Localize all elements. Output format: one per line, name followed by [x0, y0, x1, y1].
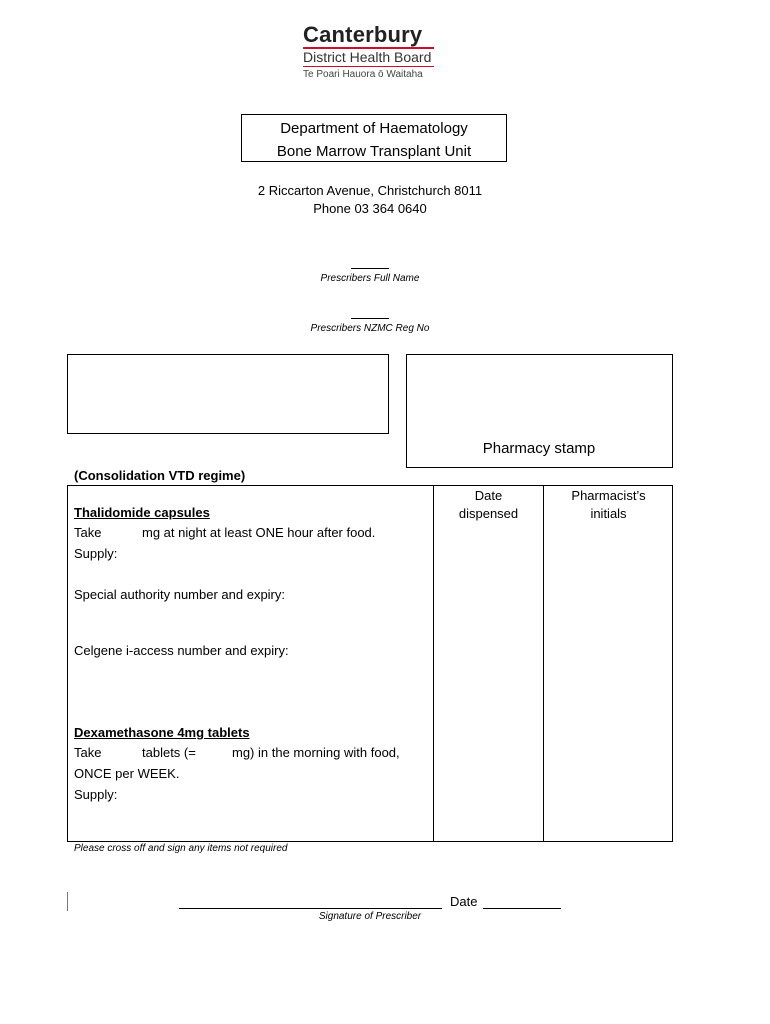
phone: Phone 03 364 0640 [313, 201, 427, 216]
patient-details-box[interactable] [67, 354, 389, 434]
dexamethasone-frequency: ONCE per WEEK. [74, 766, 180, 781]
dexamethasone-tablets: tablets (= [142, 745, 196, 760]
dexamethasone-instructions: mg) in the morning with food, [232, 745, 400, 760]
logo-name: Canterbury [303, 22, 423, 47]
logo-rule-bottom [303, 66, 434, 67]
logo-maori-name: Te Poari Hauora ō Waitaha [303, 69, 423, 80]
dexamethasone-supply: Supply: [74, 787, 118, 802]
dexamethasone-take: Take [74, 745, 102, 760]
thalidomide-title: Thalidomide capsules [74, 505, 210, 520]
unit-name: Bone Marrow Transplant Unit [276, 143, 472, 160]
logo-subtitle: District Health Board [303, 49, 432, 65]
department-name: Department of Haematology [280, 120, 468, 137]
regime-label: (Consolidation VTD regime) [74, 468, 246, 483]
margin-tick [67, 892, 68, 911]
prescriber-reg-line[interactable] [351, 318, 389, 319]
thalidomide-instructions: mg at night at least ONE hour after food. [142, 525, 376, 540]
pharmacist-initials-header: Pharmacist’s initials [571, 488, 646, 521]
dexamethasone-title: Dexamethasone 4mg tablets [74, 725, 250, 740]
department-box [241, 114, 507, 162]
celgene-label: Celgene i-access number and expiry: [74, 643, 289, 658]
pharmacy-stamp-label: Pharmacy stamp [482, 440, 596, 457]
date-dispensed-header: Date dispensed [458, 488, 519, 521]
thalidomide-take: Take [74, 525, 102, 540]
table-divider-1 [433, 485, 434, 842]
date-line[interactable] [483, 908, 561, 909]
prescriber-name-label: Prescribers Full Name [320, 273, 420, 284]
prescriber-reg-label: Prescribers NZMC Reg No [310, 323, 430, 334]
cross-off-note: Please cross off and sign any items not required [74, 843, 288, 854]
address: 2 Riccarton Avenue, Christchurch 8011 [257, 183, 483, 198]
prescriber-name-line[interactable] [351, 268, 389, 269]
thalidomide-supply: Supply: [74, 546, 118, 561]
special-authority-label: Special authority number and expiry: [74, 587, 286, 602]
signature-label: Signature of Prescriber [318, 911, 422, 922]
date-label: Date [450, 894, 478, 909]
signature-line[interactable] [179, 908, 442, 909]
table-divider-2 [543, 485, 544, 842]
